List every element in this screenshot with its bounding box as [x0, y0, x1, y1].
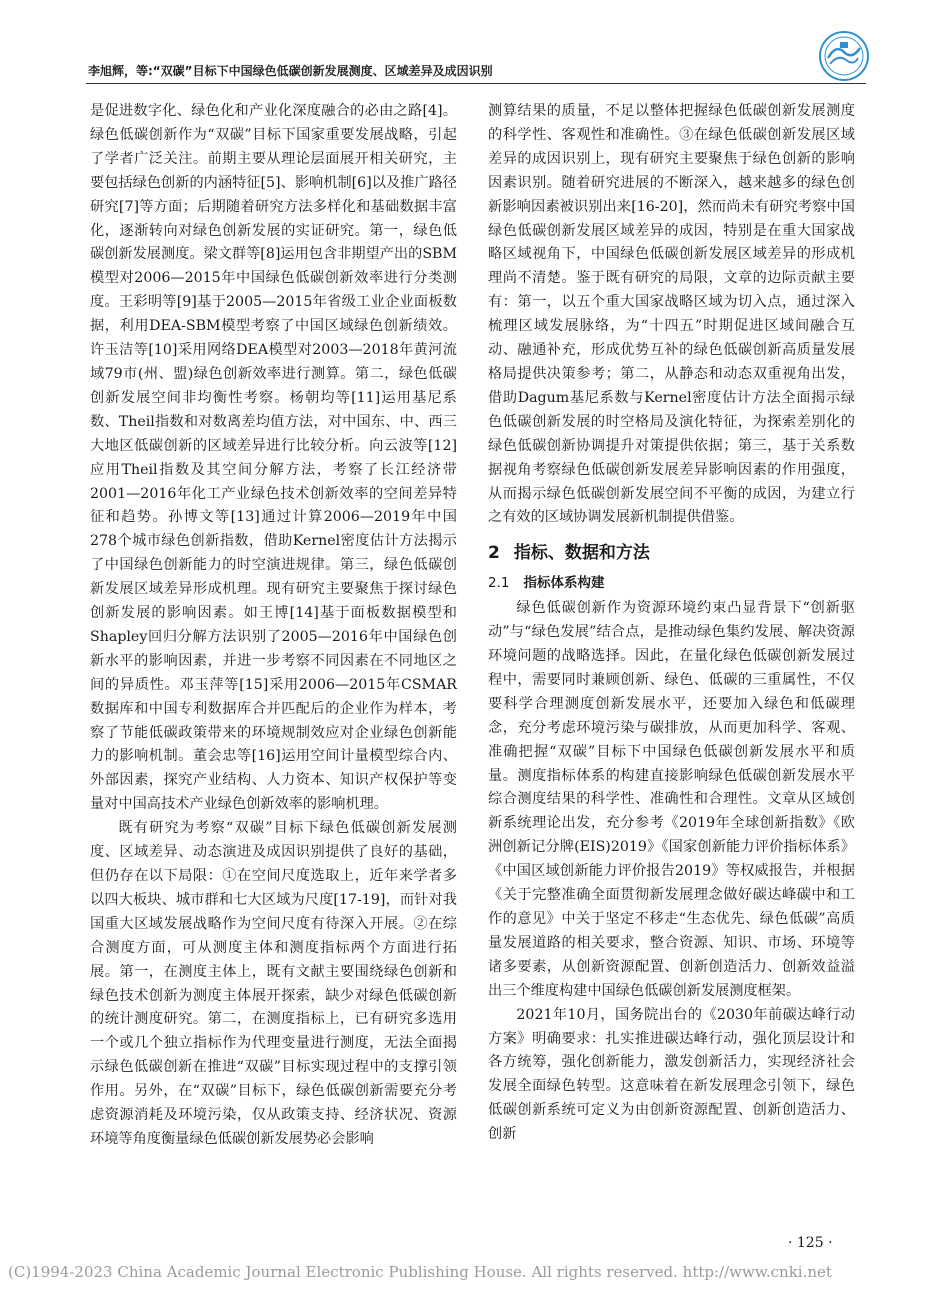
page-number: · 125 ·	[788, 1235, 833, 1251]
right-paragraph-1: 测算结果的质量，不足以整体把握绿色低碳创新发展测度的科学性、客观性和准确性。③在绿色低碳创新发展区域差异的成因识别上，现有研究主要聚焦于绿色创新的影响因素识别。随着研究进展的不断深入，越来越多的绿色创新影响因素被识别出来[16-20]，然而尚未有研究考察中国绿色低碳创新发展区域差异的成因，特别是在重大国家战略区域视角下，中国绿色低碳创新发展区域差异的形成机理尚不清楚。鉴于既有研究的局限，文章的边际贡献主要有：第一，以五个重大国家战略区域为切入点，通过深入梳理区域发展脉络，为“十四五”时期促进区域间融合互动、融通补充，形成优势互补的绿色低碳创新高质量发展格局提供决策参考；第二，从静态和动态双重视角出发，借助Dagum基尼系数与Kernel密度估计方法全面揭示绿色低碳创新发展的时空格局及演化特征，为探索差别化的绿色低碳创新协调提升对策提供依据；第三，基于关系数据视角考察绿色低碳创新发展差异影响因素的作用强度，从而揭示绿色低碳创新发展空间不平衡的成因，为建立行之有效的区域协调发展新机制提供借鉴。	[488, 103, 855, 526]
right-column	[488, 100, 855, 1147]
right-paragraph-2: 绿色低碳创新作为资源环境约束凸显背景下“创新驱动”与“绿色发展”结合点，是推动绿色集约发展、解决资源环境问题的战略选择。因此，在量化绿色低碳创新发展过程中，需要同时兼顾创新、绿色、低碳的三重属性，不仅要科学合理测度创新发展水平，还要加入绿色和低碳理念，充分考虑环境污染与碳排放，从而更加科学、客观、准确把握“双碳”目标下中国绿色低碳创新发展水平和质量。测度指标体系的构建直接影响绿色低碳创新发展水平综合测度结果的科学性、准确性和合理性。文章从区域创新系统理论出发，充分参考《2019年全球创新指数》《欧洲创新记分牌(EIS)2019》《国家创新能力评价指标体系》《中国区域创新能力评价报告2019》等权威报告，并根据《关于完整准确全面贯彻新发展理念做好碳达峰碳中和工作的意见》中关于坚定不移走“生态优先、绿色低碳”高质量发展道路的相关要求，整合资源、知识、市场、环境等诸多要素，从创新资源配置、创新创造活力、创新效益溢出三个维度构建中国绿色低碳创新发展测度框架。	[488, 600, 855, 999]
section-title: 指标、数据和方法	[513, 543, 650, 564]
subsection-number: 2.1	[488, 575, 510, 592]
subsection-heading	[488, 572, 855, 596]
copyright-footer: (C)1994-2023 China Academic Journal Electronic Publishing House. All rights reserved. http://www.cnki.net	[8, 1263, 832, 1281]
journal-emblem-icon	[818, 30, 870, 82]
header-rule	[86, 83, 866, 84]
left-paragraph-1: 是促进数字化、绿色化和产业化深度融合的必由之路[4]。绿色低碳创新作为“双碳”目标下国家重要发展战略，引起了学者广泛关注。前期主要从理论层面展开相关研究，主要包括绿色创新的内涵特征[5]、影响机制[6]以及推广路径研究[7]等方面；后期随着研究方法多样化和基础数据丰富化，逐渐转向对绿色创新发展的实证研究。第一，绿色低碳创新发展测度。梁文群等[8]运用包含非期望产出的SBM模型对2006—2015年中国绿色低碳创新效率进行分类测度。王彩明等[9]基于2005—2015年省级工业企业面板数据，利用DEA-SBM模型考察了中国区域绿色创新绩效。许玉洁等[10]采用网络DEA模型对2003—2018年黄河流域79市(州、盟)绿色创新效率进行测算。第二，绿色低碳创新发展空间非均衡性考察。杨朝均等[11]运用基尼系数、Theil指数和对数离差均值方法，对中国东、中、西三大地区低碳创新的区域差异进行比较分析。向云波等[12]应用Theil指数及其空间分解方法，考察了长江经济带2001—2016年化工产业绿色技术创新效率的空间差异特征和趋势。孙博文等[13]通过计算2006—2019年中国278个城市绿色创新指数，借助Kernel密度估计方法揭示了中国绿色创新能力的时空演进规律。第三，绿色低碳创新发展区域差异形成机理。现有研究主要聚焦于探讨绿色创新发展的影响因素。如王博[14]基于面板数据模型和Shapley回归分解方法识别了2005—2016年中国绿色创新水平的影响因素，并进一步考察不同因素在不同地区之间的异质性。邓玉萍等[15]采用2006—2015年CSMAR数据库和中国专利数据库合并匹配后的企业作为样本，考察了节能低碳政策带来的环境规制效应对企业绿色创新能力的影响机制。董会忠等[16]运用空间计量模型综合内、外部因素，探究产业结构、人力资本、知识产权保护等变量对中国高技术产业绿色创新效率的影响机理。	[90, 103, 457, 813]
left-column	[90, 100, 457, 1152]
left-paragraph-2: 既有研究为考察“双碳”目标下绿色低碳创新发展测度、区域差异、动态演进及成因识别提供了良好的基础，但仍存在以下局限：①在空间尺度选取上，近年来学者多以四大板块、城市群和七大区域为尺度[17-19]，而针对我国重大区域发展战略作为空间尺度有待深入开展。②在综合测度方面，可从测度主体和测度指标两个方面进行拓展。第一，在测度主体上，既有文献主要围绕绿色创新和绿色技术创新为测度主体展开探索，缺少对绿色低碳创新的统计测度研究。第二，在测度指标上，已有研究多选用一个或几个独立指标作为代理变量进行测度，无法全面揭示绿色低碳创新在推进“双碳”目标实现过程中的支撑引领作用。另外，在“双碳”目标下，绿色低碳创新需要充分考虑资源消耗及环境污染，仅从政策支持、经济状况、资源环境等角度衡量绿色低碳创新发展势必会影响	[90, 820, 457, 1147]
subsection-title: 指标体系构建	[523, 575, 605, 592]
running-title: 李旭辉，等:“双碳”目标下中国绿色低碳创新发展测度、区域差异及成因识别	[88, 64, 493, 78]
right-paragraph-3: 2021年10月，国务院出台的《2030年前碳达峰行动方案》明确要求：扎实推进碳达峰行动，强化顶层设计和各方统筹，强化创新能力，激发创新活力，实现经济社会发展全面绿色转型。这意味着在新发展理念引领下，绿色低碳创新系统可定义为由创新资源配置、创新创造活力、创新	[488, 1006, 855, 1143]
section-heading	[488, 538, 855, 568]
section-number: 2	[488, 543, 500, 564]
